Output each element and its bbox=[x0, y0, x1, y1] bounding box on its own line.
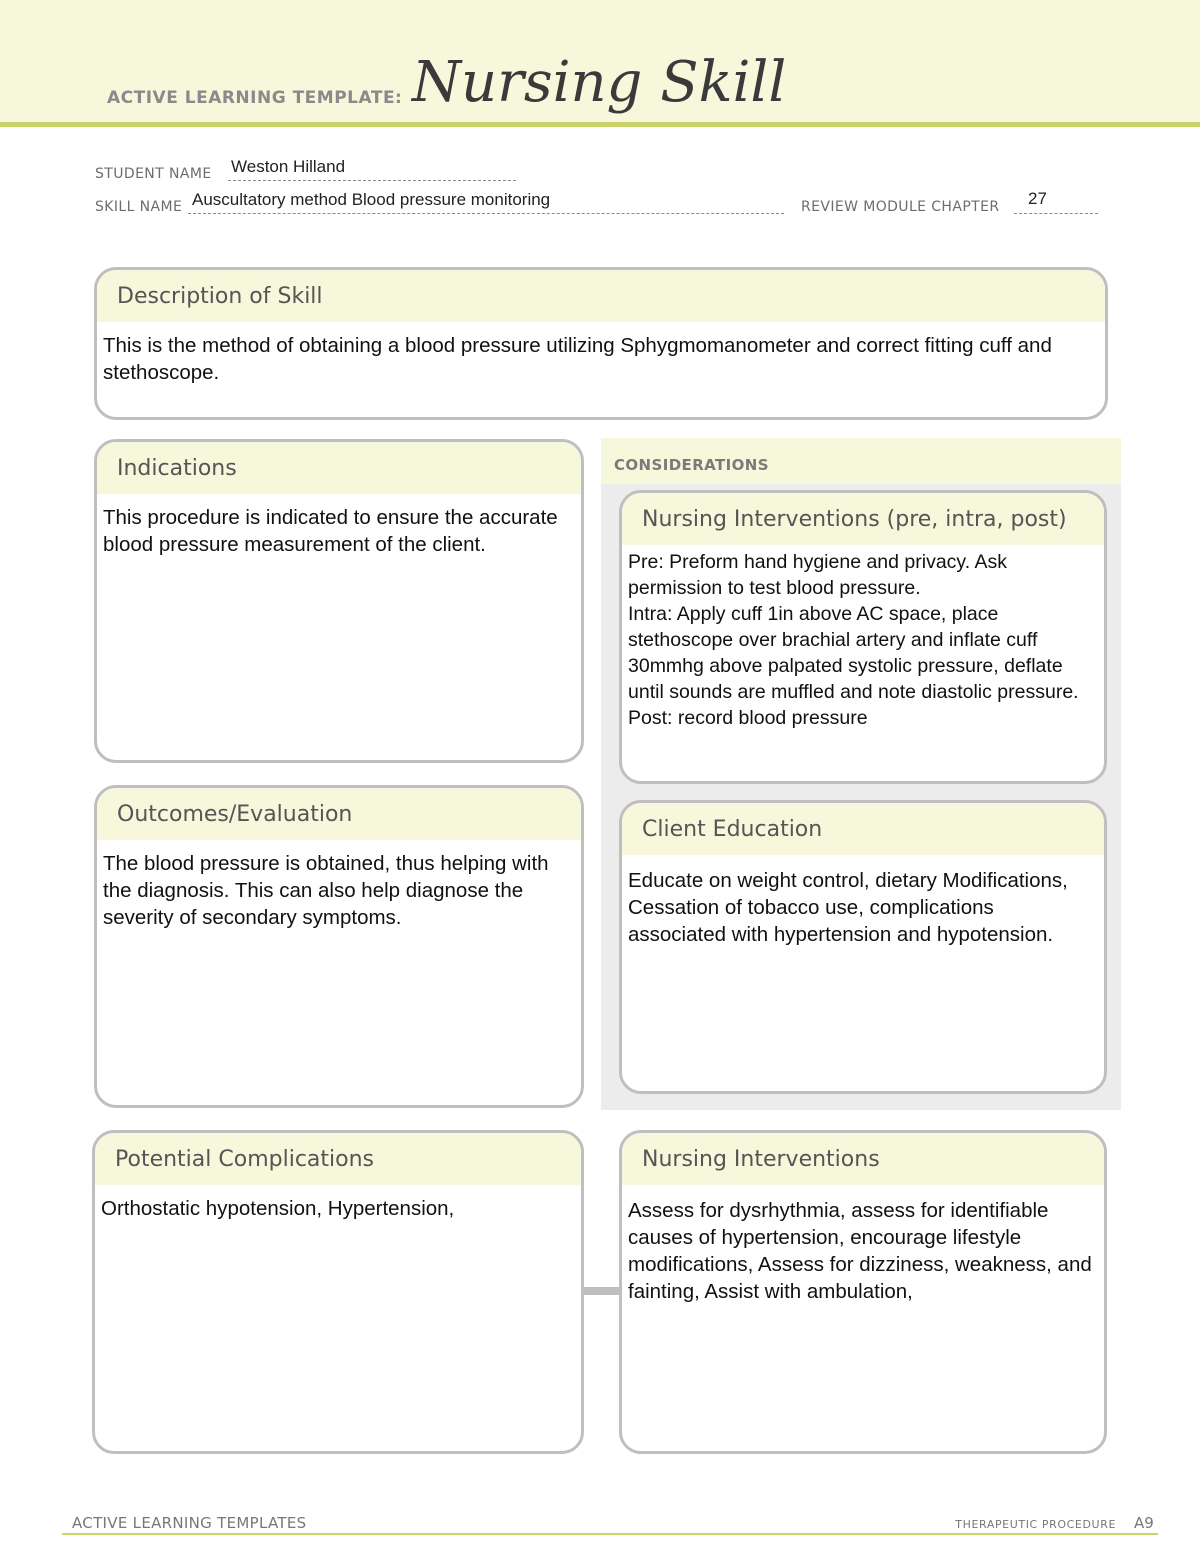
review-module-label: REVIEW MODULE CHAPTER bbox=[801, 199, 1000, 215]
connector-bar bbox=[582, 1287, 622, 1295]
nursing-interventions-pip-body[interactable]: Pre: Preform hand hygiene and privacy. Ask permission to test blood pressure. Intra: Apply cuff 1in above AC space, place stethoscope over brachial artery and inflate cuff 30mmhg above palpated systolic pressure, deflate until sounds are muffled and note diastolic pressure. Post: record blood pressure bbox=[628, 551, 1079, 729]
footer-right-text: THERAPEUTIC PROCEDURE bbox=[955, 1518, 1116, 1531]
skill-name-label: SKILL NAME bbox=[95, 199, 183, 215]
template-label: ACTIVE LEARNING TEMPLATE: bbox=[107, 88, 403, 108]
indications-heading: Indications bbox=[97, 442, 581, 494]
footer-left-text: ACTIVE LEARNING TEMPLATES bbox=[72, 1514, 307, 1532]
review-module-field[interactable]: 27 bbox=[1028, 189, 1047, 208]
potential-complications-box bbox=[92, 1130, 584, 1454]
nursing-interventions-pip-heading: Nursing Interventions (pre, intra, post) bbox=[622, 493, 1104, 545]
nursing-interventions-pip-box bbox=[619, 490, 1107, 784]
footer-page-number: A9 bbox=[1134, 1514, 1154, 1532]
outcomes-body[interactable]: The blood pressure is obtained, thus helping with the diagnosis. This can also help diagnose the severity of secondary symptoms. bbox=[103, 852, 549, 929]
student-name-label: STUDENT NAME bbox=[95, 166, 212, 182]
potential-complications-body[interactable]: Orthostatic hypotension, Hypertension, bbox=[101, 1197, 455, 1220]
nursing-interventions-body[interactable]: Assess for dysrhythmia, assess for identifiable causes of hypertension, encourage lifestyle modifications, Assess for dizziness, weakness, and fainting, Assist with ambulation, bbox=[628, 1199, 1092, 1303]
considerations-label: CONSIDERATIONS bbox=[614, 456, 769, 474]
description-box bbox=[94, 267, 1108, 420]
description-body[interactable]: This is the method of obtaining a blood pressure utilizing Sphygmomanometer and correct fitting cuff and stethoscope. bbox=[103, 334, 1052, 384]
outcomes-box bbox=[94, 785, 584, 1108]
indications-body[interactable]: This procedure is indicated to ensure the accurate blood pressure measurement of the client. bbox=[103, 506, 558, 556]
review-module-underline bbox=[1014, 213, 1098, 214]
student-name-underline bbox=[228, 180, 516, 181]
client-education-box bbox=[619, 800, 1107, 1094]
page-title: Nursing Skill bbox=[412, 50, 787, 115]
outcomes-heading: Outcomes/Evaluation bbox=[97, 788, 581, 840]
nursing-interventions-box bbox=[619, 1130, 1107, 1454]
client-education-body[interactable]: Educate on weight control, dietary Modifications, Cessation of tobacco use, complications associated with hypertension and hypotension. bbox=[628, 869, 1068, 946]
description-heading: Description of Skill bbox=[97, 270, 1105, 322]
student-name-field[interactable]: Weston Hilland bbox=[231, 157, 346, 176]
skill-name-underline bbox=[188, 213, 784, 214]
nursing-interventions-heading: Nursing Interventions bbox=[622, 1133, 1104, 1185]
indications-box bbox=[94, 439, 584, 763]
skill-name-field[interactable]: Auscultatory method Blood pressure monitoring bbox=[192, 190, 551, 209]
potential-complications-heading: Potential Complications bbox=[95, 1133, 581, 1185]
footer-rule bbox=[62, 1533, 1158, 1535]
client-education-heading: Client Education bbox=[622, 803, 1104, 855]
